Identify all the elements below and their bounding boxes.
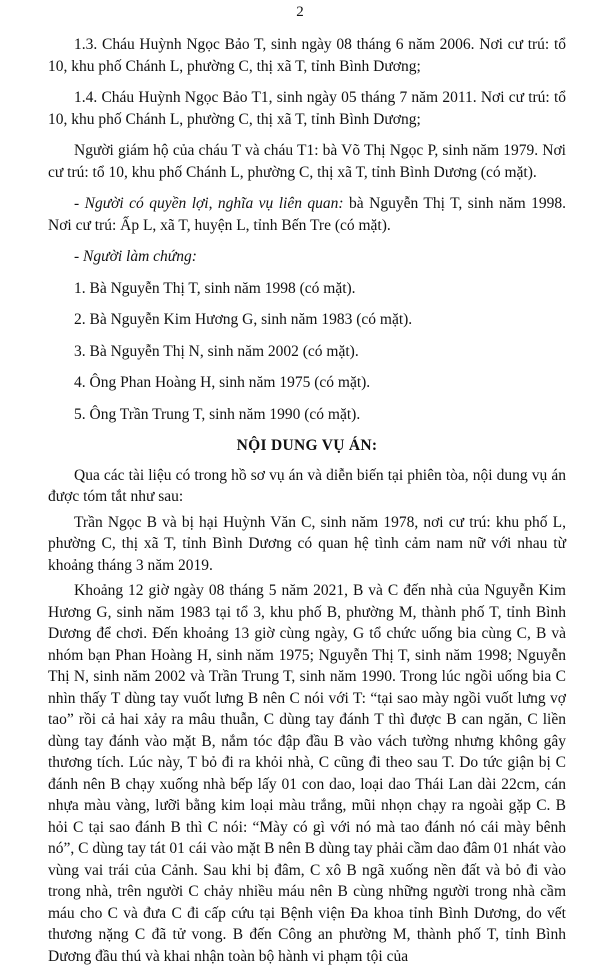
witness-item: 3. Bà Nguyễn Thị N, sinh năm 2002 (có mặt). xyxy=(74,342,359,360)
case-content xyxy=(48,465,566,968)
document-body xyxy=(48,34,566,971)
related-party-paragraph xyxy=(48,193,566,236)
related-party-text: bà Nguyễn Thị T, sinh năm 1998. Nơi cư trú: Ấp L, xã T, huyện L, tỉnh Bến Tre (có mặt). xyxy=(48,195,566,234)
witness-item: 2. Bà Nguyễn Kim Hương G, sinh năm 1983 (có mặt). xyxy=(74,311,413,328)
page-number: 2 xyxy=(296,4,304,20)
party-paragraph: 1.3. Cháu Huỳnh Ngọc Bảo T, sinh ngày 08 tháng 6 năm 2006. Nơi cư trú: tổ 10, khu phố Chánh L, phường C, thị xã T, tỉnh Bình Dương; xyxy=(48,36,566,75)
case-heading: NỘI DUNG VỤ ÁN: xyxy=(236,437,378,454)
related-party-label: - Người có quyền lợi, nghĩa vụ liên quan: xyxy=(74,195,344,212)
party-paragraph: 1.4. Cháu Huỳnh Ngọc Bảo T1, sinh ngày 05 tháng 7 năm 2011. Nơi cư trú: tổ 10, khu phố Chánh L, phường C, thị xã T, tỉnh Bình Dương; xyxy=(48,89,566,128)
witness-item: 4. Ông Phan Hoàng H, sinh năm 1975 (có mặt). xyxy=(74,374,371,391)
witness-item: 5. Ông Trần Trung T, sinh năm 1990 (có mặt). xyxy=(74,405,361,423)
case-paragraph: Khoảng 12 giờ ngày 08 tháng 5 năm 2021, B và C đến nhà của Nguyễn Kim Hương G, sinh năm 1983 tại tổ 3, khu phố B, phường M, thành phố T, tỉnh Bình Dương để chơi. Đến khoảng 13 giờ cùng ngày, G tổ chức uống bia cùng C, B và nhóm bạn Phan Hoàng H, sinh năm 1975; Nguyễn Thị T, sinh năm 1998; Nguyễn Thị N, sinh năm 2002 và Trần Trung T, sinh năm 1990. Trong lúc ngồi uống bia C nhìn thấy T dùng tay vuốt lưng B nên C nói với T: “tại sao mày ngồi vuốt lưng vợ tao” rồi cả hai xảy ra mâu thuẫn, C dùng tay đánh T thì được B can ngăn, C liền dùng tay đánh vào mặt B, nắm tóc đập đầu B vào vách tường nhưng không gây thương tích. Lúc này, T bỏ đi ra khỏi nhà, C cũng đi theo sau T. Do tức giận bị C đánh nên B chạy xuống nhà bếp lấy 01 con dao, loại dao Thái Lan dài 22cm, cán nhựa màu vàng, lưỡi bằng kim loại màu trắng, mũi nhọn chạy ra ngoài gặp C. B hỏi C tại sao đánh B thì C nói: “Mày có gì với nó mà tao đánh nó cái mày bênh nó”, C dùng tay tát 01 cái vào mặt B nên B dùng tay phải cầm dao đâm 01 nhát vào vùng vai trái của Cảnh. Sau khi bị đâm, C xô B ngã xuống nền đất và bỏ đi vào trong nhà, trên người C chảy nhiều máu nên B cùng những người trong nhà cầm máu cho C và đưa C đi cấp cứu tại Bệnh viện Đa khoa tỉnh Bình Dương, do vết thương nặng C đã tử vong. B đến Công an phường M, thành phố T, tỉnh Bình Dương đầu thú và khai nhận toàn bộ hành vi phạm tội của xyxy=(48,582,566,965)
case-paragraph: Trần Ngọc B và bị hại Huỳnh Văn C, sinh năm 1978, nơi cư trú: khu phố L, phường C, thị xã T, tỉnh Bình Dương có quan hệ tình cảm nam nữ với nhau từ khoảng tháng 3 năm 2019. xyxy=(48,513,566,574)
case-paragraph: Qua các tài liệu có trong hồ sơ vụ án và diễn biến tại phiên tòa, nội dung vụ án được tóm tắt như sau: xyxy=(48,466,566,505)
witnesses-label: - Người làm chứng: xyxy=(74,248,197,265)
witness-item: 1. Bà Nguyễn Thị T, sinh năm 1998 (có mặt). xyxy=(74,279,356,297)
guardian-paragraph: Người giám hộ của cháu T và cháu T1: bà Võ Thị Ngọc P, sinh năm 1979. Nơi cư trú: tổ 10, khu phố Chánh L, phường C, thị xã T, tỉnh Bình Dương (có mặt). xyxy=(48,142,566,181)
